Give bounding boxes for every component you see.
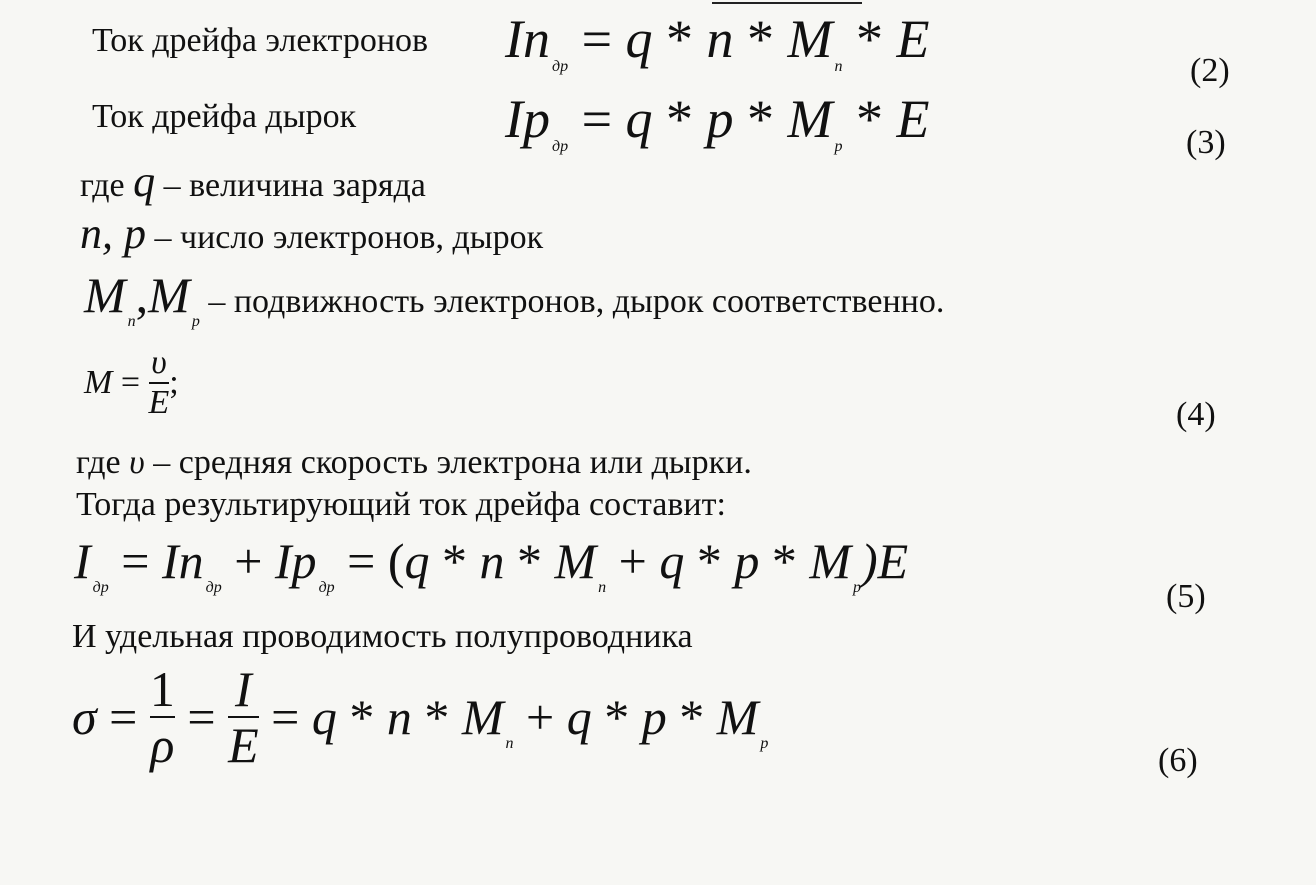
eq5-plus1: + xyxy=(234,533,263,589)
where-v-line xyxy=(76,446,752,480)
eq6-plus: + xyxy=(525,689,555,745)
eq5-n: n xyxy=(479,533,505,589)
eq4-denominator: E xyxy=(148,384,170,421)
eq5-M1: M xyxy=(554,533,597,589)
then-line: Тогда результирующий ток дрейфа составит: xyxy=(76,486,726,523)
where-np-text: – число электронов, дырок xyxy=(154,219,544,256)
eq5-sub-dr2: др xyxy=(205,579,222,596)
eq5-number: (5) xyxy=(1166,578,1206,615)
eq6-formula xyxy=(72,661,769,773)
eq5-sub-dr3: др xyxy=(318,579,335,596)
eq3-equals: = xyxy=(581,89,613,149)
eq2-formula xyxy=(505,9,930,75)
where-m-comma: , xyxy=(135,267,149,323)
where-m-M2: M xyxy=(148,267,190,323)
eq6-number: (6) xyxy=(1158,742,1198,779)
eq2-n2: n xyxy=(706,9,734,69)
eq2-star1: * xyxy=(666,9,694,69)
eq2-M: M xyxy=(787,9,833,69)
eq6-equals1: = xyxy=(109,689,138,745)
eq2-star2: * xyxy=(747,9,775,69)
eq5-star1: * xyxy=(442,533,468,589)
eq6-p: p xyxy=(641,689,667,745)
eq2-E: E xyxy=(896,9,930,69)
where-np-line xyxy=(80,209,544,258)
eq2-n: n xyxy=(522,9,550,69)
eq5-equals1: = xyxy=(121,533,150,589)
eq3-star2: * xyxy=(747,89,775,149)
eq5-close: )E xyxy=(861,533,909,589)
eq5-q2: q xyxy=(659,533,685,589)
eq5-equals2: = xyxy=(347,533,376,589)
eq6-equals2: = xyxy=(187,689,216,745)
eq6-star4: * xyxy=(679,689,705,745)
eq6-star2: * xyxy=(424,689,450,745)
eq5-open-paren: ( xyxy=(387,533,405,589)
where-v-text: – средняя скорость электрона или дырки. xyxy=(153,444,752,481)
eq5-plus2: + xyxy=(618,533,647,589)
eq5-formula xyxy=(74,533,909,596)
eq6-one: 1 xyxy=(149,661,175,717)
eq6-I: I xyxy=(235,661,252,717)
eq3-q: q xyxy=(625,89,653,149)
eq2-number: (2) xyxy=(1190,52,1230,89)
eq5-In: In xyxy=(161,533,204,589)
eq2-q: q xyxy=(625,9,653,69)
eq6-rho: ρ xyxy=(150,717,175,773)
eq6-sub-n: n xyxy=(505,735,514,752)
eq3-sub-dr: др xyxy=(551,138,569,155)
eq6-rhs xyxy=(311,689,769,752)
eq6-q1: q xyxy=(311,689,337,745)
eq3-p: p xyxy=(522,89,550,149)
eq5-sub-p: p xyxy=(853,579,862,596)
conductivity-line: И удельная проводимость полупроводника xyxy=(72,618,693,655)
eq6-equals3: = xyxy=(271,689,300,745)
eq6-M1: M xyxy=(461,689,504,745)
eq5-sub-dr1: др xyxy=(92,579,109,596)
eq3-star3: * xyxy=(856,89,884,149)
eq4-semicolon: ; xyxy=(169,364,179,401)
where-v-symbol: υ xyxy=(129,444,145,481)
eq6-sub-p: p xyxy=(760,735,769,752)
eq4-fraction xyxy=(149,346,170,420)
eq6-M2: M xyxy=(716,689,759,745)
eq2-star3: * xyxy=(856,9,884,69)
eq3-I: I xyxy=(505,89,523,149)
eq5-M2: M xyxy=(809,533,852,589)
eq5-star3: * xyxy=(696,533,722,589)
eq5-Ip: Ip xyxy=(274,533,317,589)
where-m-text: – подвижность электронов, дырок соответственно. xyxy=(208,283,945,320)
eq4-numerator: υ xyxy=(151,344,167,381)
eq2-sub-n: n xyxy=(834,58,843,75)
eq2-label: Ток дрейфа электронов xyxy=(92,22,429,59)
eq5-star4: * xyxy=(771,533,797,589)
eq3-label: Ток дрейфа дырок xyxy=(92,98,357,135)
eq6-E: E xyxy=(228,717,259,773)
where-q-symbol: q xyxy=(133,157,156,206)
eq3-p2: p xyxy=(706,89,734,149)
eq5-sub-n: n xyxy=(598,579,607,596)
where-m-line xyxy=(84,267,945,330)
eq3-E: E xyxy=(896,89,930,149)
eq6-sigma: σ xyxy=(72,689,97,745)
where-m-sub-p: p xyxy=(191,313,200,330)
eq2-equals: = xyxy=(581,9,613,69)
eq4-equals: = xyxy=(120,364,141,401)
eq4-formula xyxy=(84,346,179,420)
eq6-fraction1 xyxy=(149,661,175,773)
scan-mark xyxy=(712,2,862,4)
where-v-prefix: где xyxy=(76,444,121,481)
eq3-formula xyxy=(505,89,930,155)
eq3-number: (3) xyxy=(1186,124,1226,161)
eq6-q2: q xyxy=(566,689,592,745)
eq5-star2: * xyxy=(517,533,543,589)
eq6-fraction2 xyxy=(228,661,259,773)
eq5-p: p xyxy=(734,533,760,589)
where-np-symbol: n, p xyxy=(80,209,146,258)
where-q-text: – величина заряда xyxy=(163,167,426,204)
eq3-sub-p: p xyxy=(834,138,843,155)
where-q-prefix: где xyxy=(80,167,125,204)
where-m-sub-n: n xyxy=(127,313,136,330)
eq5-I: I xyxy=(74,533,91,589)
eq2-sub-dr: др xyxy=(551,58,569,75)
eq2-I: I xyxy=(505,9,523,69)
eq4-number: (4) xyxy=(1176,396,1216,433)
eq5-q1: q xyxy=(404,533,430,589)
eq6-star3: * xyxy=(604,689,630,745)
eq4-M: M xyxy=(84,364,113,401)
where-q-line xyxy=(80,157,426,206)
where-m-M1: M xyxy=(84,267,126,323)
eq3-M: M xyxy=(787,89,833,149)
eq6-n: n xyxy=(386,689,412,745)
eq6-star1: * xyxy=(349,689,375,745)
eq3-star1: * xyxy=(666,89,694,149)
